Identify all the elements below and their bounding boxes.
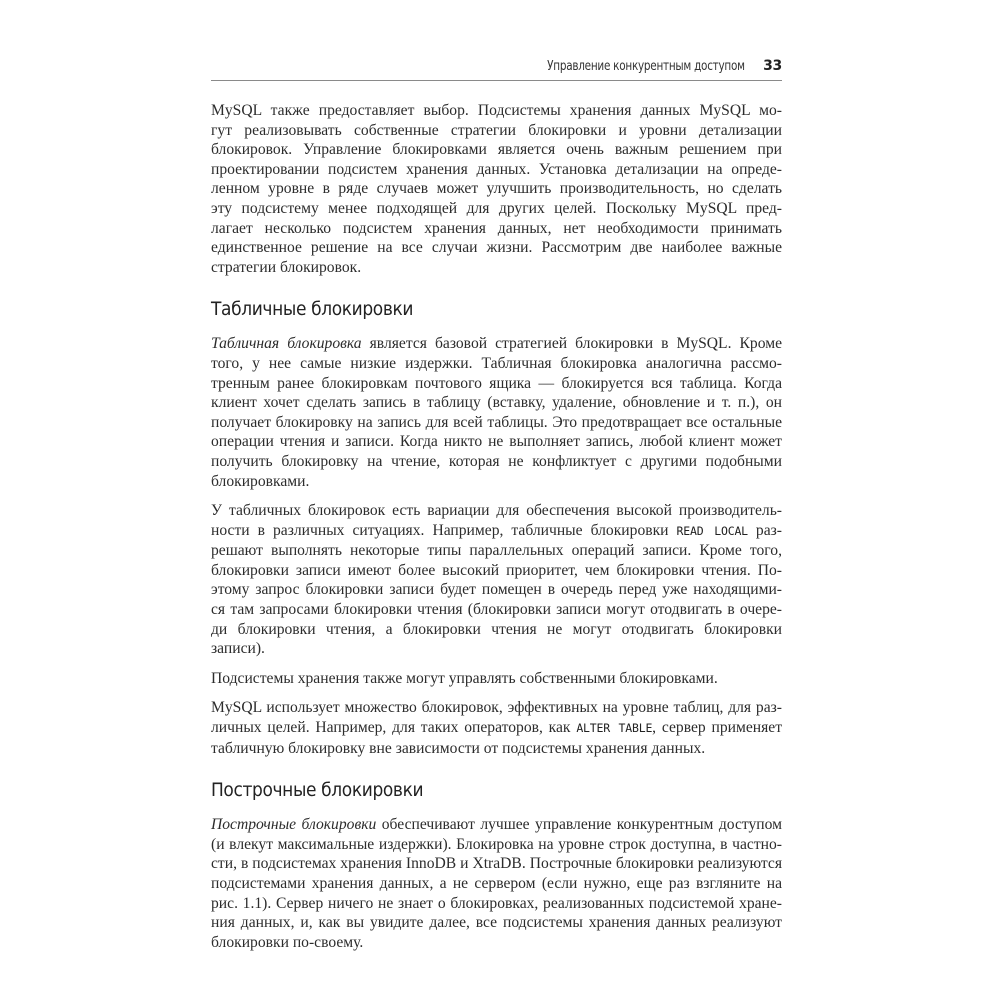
text-line: операции чтения и записи. Когда никто не выполняет запись, любой клиент может	[211, 433, 782, 451]
text-fragment: обеспечивают лучшее управление конкурентным доступом	[376, 816, 783, 834]
text-line: рис. 1.1). Сервер ничего не знает о блокировках, реализованных подсистемой хране-	[211, 894, 782, 912]
text-line: лагает несколько подсистем хранения данных, нет необходимости принимать	[211, 219, 782, 237]
text-line: блокировки записи имеют более высокий приоритет, чем блокировки чтения. По-	[211, 561, 782, 579]
section-heading-row-locks: Построчные блокировки	[211, 780, 424, 802]
text-line: ленном уровне в ряде случаев может улучшить производительность, но сделать	[211, 180, 782, 198]
intro-paragraph	[211, 101, 782, 277]
text-line: сти, в подсистемах хранения InnoDB и XtraDB. Построчные блокировки реализуются	[211, 855, 782, 873]
text-line: Подсистемы хранения также могут управлять собственными блокировками.	[211, 669, 718, 687]
book-page	[211, 58, 782, 962]
text-fragment: является базовой стратегией блокировки в MySQL. Кроме	[361, 335, 782, 353]
page-number: 33	[763, 58, 782, 74]
text-line: MySQL также предоставляет выбор. Подсистемы хранения данных MySQL мо-	[211, 102, 782, 119]
running-head-chapter-title: Управление конкурентным доступом	[547, 58, 746, 74]
text-line: того, у нее самые низкие издержки. Табличная блокировка аналогична рассмо-	[211, 354, 782, 372]
text-line: ди блокировки чтения, а блокировки чтения не могут отодвигать блокировки	[211, 620, 782, 638]
text-fragment: раз-	[747, 521, 782, 539]
text-line: блокировок. Управление блокировками является очень важным решением при	[211, 141, 782, 159]
term-table-lock: Табличная блокировка	[211, 335, 362, 353]
table-locks-paragraph-3	[211, 669, 782, 689]
text-line	[211, 521, 782, 542]
text-line: гут реализовывать собственные стратегии блокировки и уровни детализации	[211, 121, 782, 139]
text-line: У табличных блокировок есть вариации для обеспечения высокой производитель-	[211, 502, 782, 520]
text-line: тренным ранее блокировкам почтового ящика — блокируется вся таблица. Когда	[211, 374, 782, 392]
table-locks-paragraph-1	[211, 334, 782, 491]
code-read-local: READ LOCAL	[676, 523, 748, 538]
code-alter-table: ALTER TABLE	[576, 721, 653, 736]
text-line: стратегии блокировок.	[211, 258, 362, 276]
text-line: ся там запросами блокировки чтения (блокировки записи могут отодвигать в очере-	[211, 601, 782, 619]
text-line: (и влекут максимальные издержки). Блокировка на уровне строк доступна, в частно-	[211, 835, 782, 853]
text-fragment: , сервер применяет	[652, 719, 783, 737]
text-line: эту подсистему менее подходящей для других целей. Поскольку MySQL пред-	[211, 199, 782, 217]
section-heading-table-locks: Табличные блокировки	[211, 299, 414, 321]
term-row-locks: Построчные блокировки	[211, 816, 377, 834]
text-line: получить блокировку на чтение, которая не конфликтует с другими подобными	[211, 452, 782, 470]
text-line: проектировании подсистем хранения данных. Установка детализации на опреде-	[211, 160, 782, 178]
page-content	[211, 101, 782, 952]
text-line: ния данных, и, как вы увидите далее, все подсистемы хранения данных реализуют	[211, 914, 782, 932]
table-locks-paragraph-4	[211, 698, 782, 758]
text-line	[211, 815, 782, 835]
text-line: подсистемами хранения данных, а не сервером (если нужно, еще раз взгляните на	[211, 875, 782, 892]
running-head	[211, 58, 782, 81]
text-fragment: личных целей. Например, для таких операторов, как	[211, 719, 577, 737]
text-line: MySQL использует множество блокировок, эффективных на уровне таблиц, для раз-	[211, 699, 782, 717]
text-line: единственное решение на все случаи жизни. Рассмотрим две наиболее важные	[211, 239, 782, 257]
table-locks-paragraph-2	[211, 501, 782, 659]
text-line: блокировками.	[211, 472, 310, 490]
text-line	[211, 334, 782, 354]
row-locks-paragraph-1	[211, 815, 782, 952]
text-fragment: ности в различных ситуациях. Например, табличные блокировки	[211, 521, 677, 539]
text-line: клиент хочет сделать запись в таблицу (вставку, удаление, обновление и т. п.), он	[211, 394, 782, 412]
text-line: записи).	[211, 640, 265, 658]
text-line: получает блокировку на запись для всей таблицы. Это предотвращает все остальные	[211, 413, 782, 431]
text-line: блокировки по-своему.	[211, 933, 364, 951]
text-line	[211, 718, 782, 739]
text-line: этому запрос блокировки записи будет помещен в очередь перед уже находящими-	[211, 581, 782, 599]
text-line: табличную блокировку вне зависимости от подсистемы хранения данных.	[211, 739, 706, 757]
text-line: решают выполнять некоторые типы параллельных операций записи. Кроме того,	[211, 542, 782, 560]
